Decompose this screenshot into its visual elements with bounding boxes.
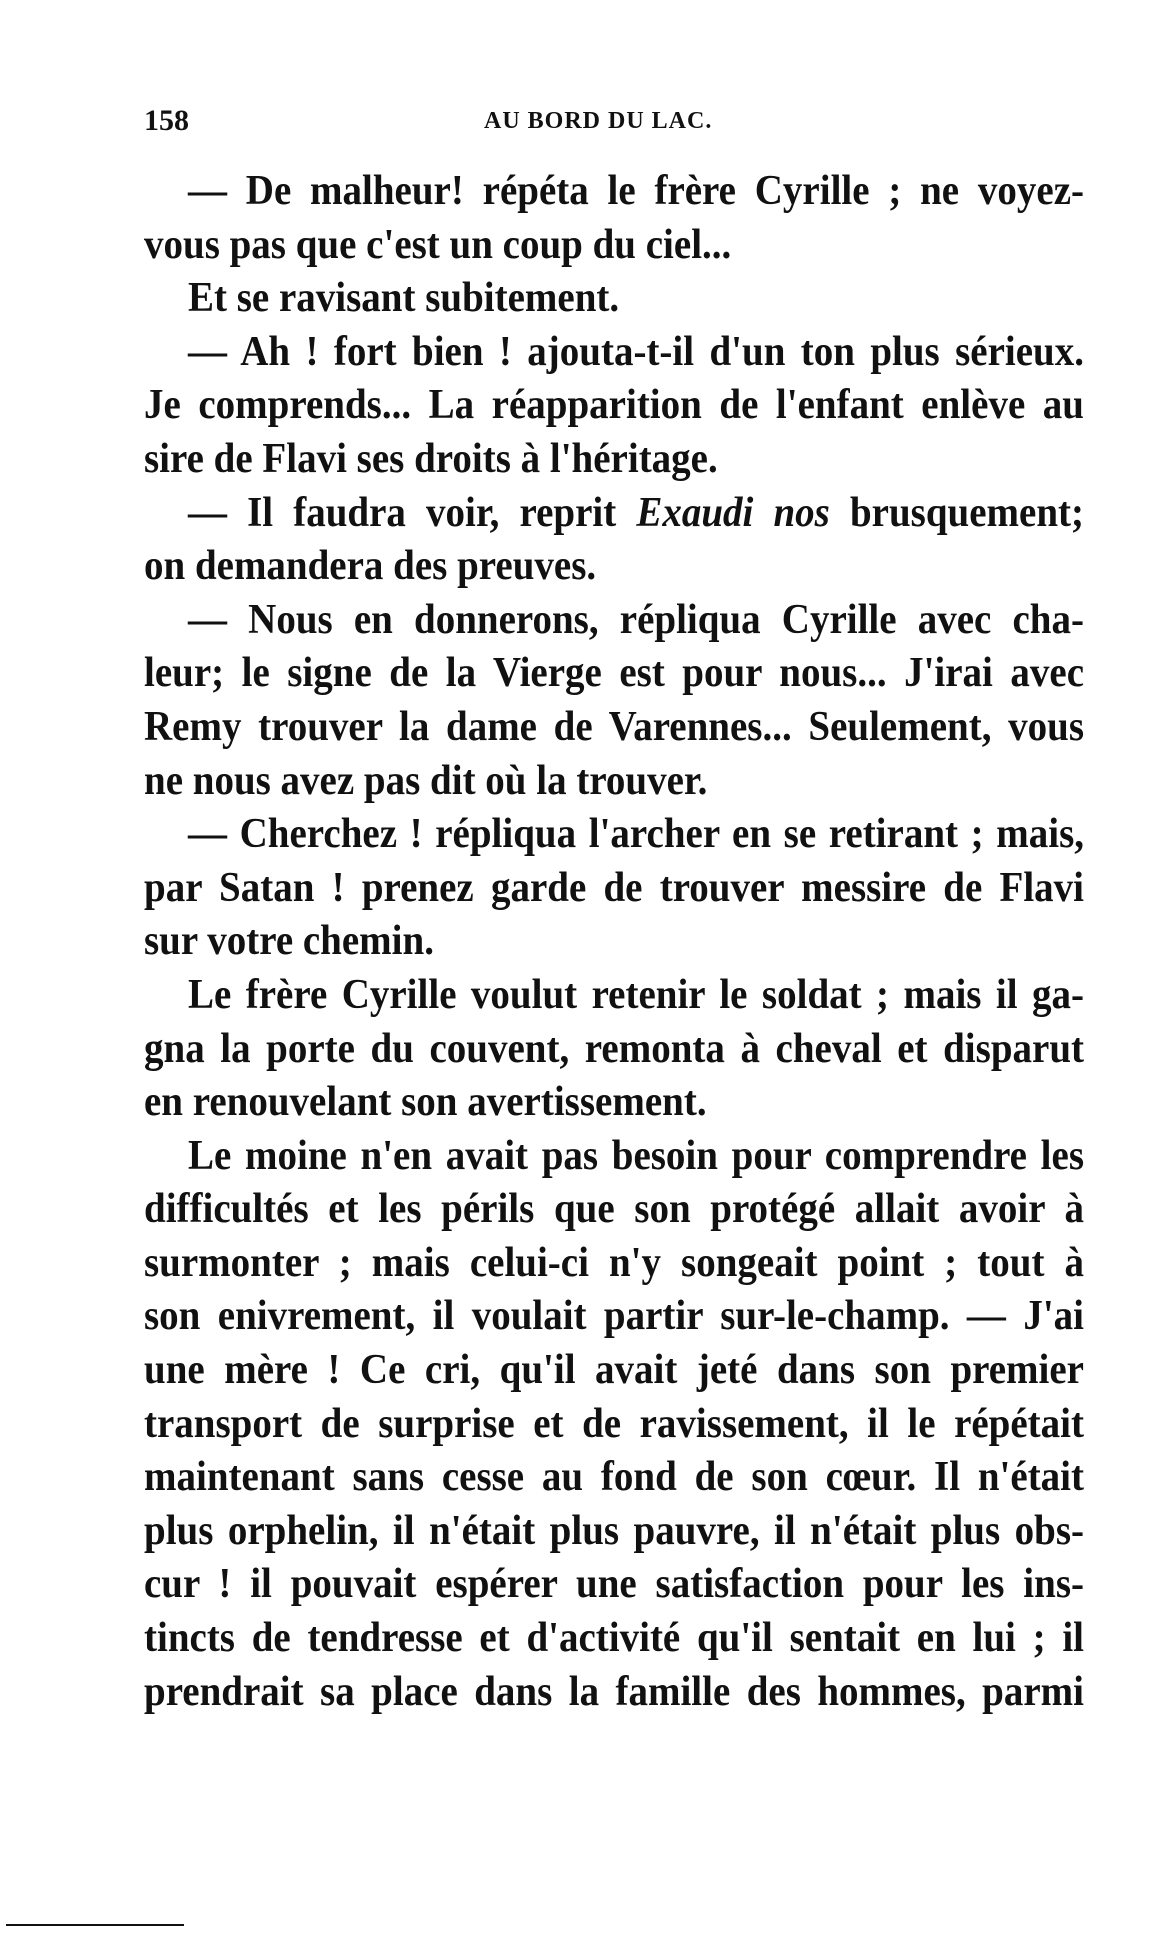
line-text: brusquement; [829,488,1084,536]
line-text: par Satan ! prenez garde de trouver messire de Flavi [144,863,1084,911]
line-text: gna la porte du couvent, remonta à cheval et disparut [144,1024,1084,1072]
line-text: une mère ! Ce cri, qu'il avait jeté dans son premier [144,1346,1084,1393]
text-line [144,1127,1084,1185]
text-line [144,1341,1084,1399]
line-text: Le moine n'en avait pas besoin pour comprendre les [188,1131,1084,1179]
text-line [144,751,1084,809]
line-text: son enivrement, il voulait partir sur-le-champ. — J'ai [144,1292,1084,1340]
text-line [144,1234,1084,1292]
text-line [144,1287,1084,1345]
line-text: plus orphelin, il n'était plus pauvre, il n'était plus obs- [144,1507,1084,1554]
line-text: — De malheur! répéta le frère Cyrille ; ne voyez- [188,167,1084,214]
text-line [144,698,1084,756]
text-line [144,805,1084,863]
text-line [144,1073,1084,1131]
text-line [144,483,1084,541]
line-text: — Nous en donnerons, répliqua Cyrille avec cha- [188,596,1084,643]
text-line [144,1609,1084,1667]
line-text: maintenant sans cesse au fond de son cœur. Il n'était [144,1453,1084,1500]
line-text: Je comprends... La réapparition de l'enfant enlève au [144,381,1084,429]
line-text: — Cherchez ! répliqua l'archer en se retirant ; mais, [188,810,1084,857]
text-line [144,215,1084,273]
line-text: cur ! il pouvait espérer une satisfaction pour les ins- [144,1560,1084,1608]
text-line [144,1555,1084,1613]
text-line [144,1662,1084,1720]
text-line [144,269,1084,327]
footer-rule [6,1924,184,1926]
italic-text: Exaudi nos [636,488,830,536]
text-line [144,162,1084,220]
line-text: transport de surprise et de ravissement, il le répétait [144,1399,1084,1447]
text-line [144,859,1084,917]
line-text: on demandera des preuves. [144,542,597,589]
line-text: Le frère Cyrille voulut retenir le soldat ; mais il ga- [188,971,1084,1018]
text-line [144,1019,1084,1077]
line-text: prendrait sa place dans la famille des hommes, parmi [144,1667,1084,1715]
line-text: difficultés et les périls que son protégé allait avoir à [144,1185,1084,1232]
page-body-text [144,164,1084,1718]
line-text: Et se ravisant subitement. [188,274,620,321]
line-text: sur votre chemin. [144,917,434,965]
line-text: en renouvelant son avertissement. [144,1078,707,1125]
text-line [144,591,1084,649]
line-text: vous pas que c'est un coup du ciel... [144,220,732,268]
line-text: surmonter ; mais celui-ci n'y songeait point ; tout à [144,1239,1084,1286]
line-text: sire de Flavi ses droits à l'héritage. [144,435,718,482]
page-header [144,104,764,144]
line-text: tincts de tendresse et d'activité qu'il sentait en lui ; il [144,1614,1084,1661]
line-text: — Ah ! fort bien ! ajouta-t-il d'un ton plus sérieux. [188,328,1084,375]
line-text: Remy trouver la dame de Varennes... Seulement, vous [144,703,1084,750]
line-text: — Il faudra voir, reprit [188,488,637,536]
line-text: leur; le signe de la Vierge est pour nous... J'irai avec [144,649,1084,697]
text-line [144,1395,1084,1453]
running-title: AU BORD DU LAC. [484,108,713,134]
text-line [144,1448,1084,1506]
text-line [144,1502,1084,1560]
text-line [144,323,1084,381]
text-line [144,644,1084,702]
page-number: 158 [144,104,189,137]
text-line [144,537,1084,595]
text-line [144,376,1084,434]
text-line [144,430,1084,488]
text-line [144,912,1084,970]
text-line [144,966,1084,1024]
text-line [144,1180,1084,1238]
line-text: ne nous avez pas dit où la trouver. [144,756,708,804]
